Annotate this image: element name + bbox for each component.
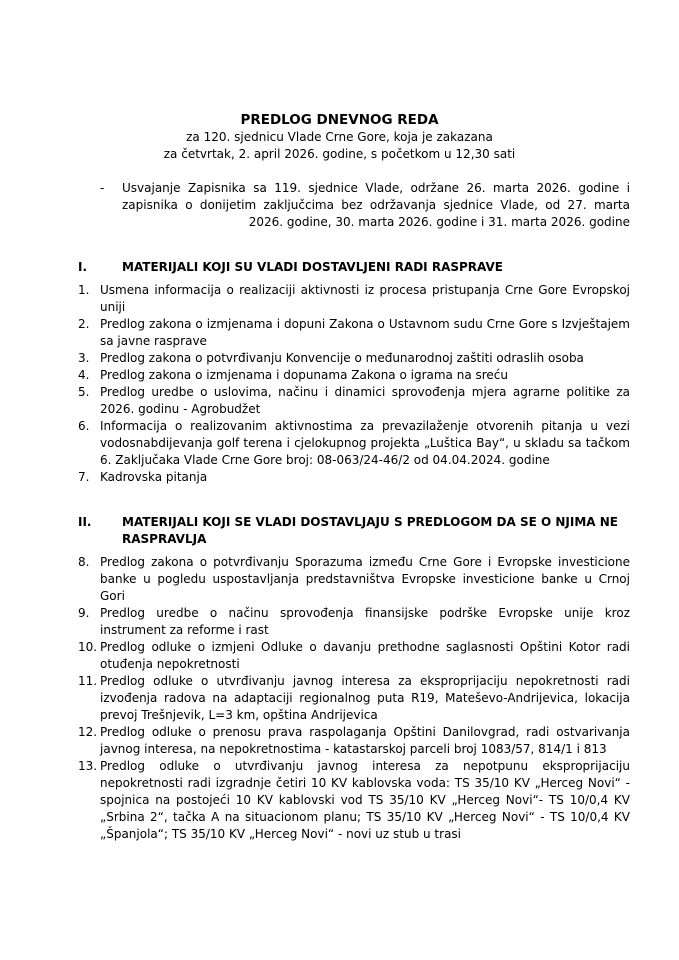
item-number: 5. [78,385,90,399]
agenda-item [78,350,630,367]
agenda-item [78,418,630,469]
item-text: Predlog zakona o izmjenama i dopuni Zakona o Ustavnom sudu Crne Gore s Izvještajem sa javne rasprave [100,317,630,348]
item-number: 3. [78,351,90,365]
item-number: 13. [78,759,98,773]
agenda-item [78,316,630,350]
agenda-item [78,367,630,384]
session-subtitle: za 120. sjednicu Vlade Crne Gore, koja je zakazana [186,130,493,144]
item-text: Predlog odluke o utvrđivanju javnog interesa za eksproprijaciju nepokretnosti radi izvođenja radova na adaptaciji regionalnog puta R19, Mateševo-Andrijevica, lokacija prevoj Trešnjevik, L=3 km, opština Andrijevica [100,674,630,722]
item-number: 8. [78,555,90,569]
item-number: 1. [78,283,90,297]
item-text: Predlog zakona o potvrđivanju Konvencije o međunarodnoj zaštiti odraslih osoba [100,351,584,365]
item-text: Predlog zakona o potvrđivanju Sporazuma između Crne Gore i Evropske investicione banke u pogledu uspostavljanja predstavništva Evropske investicione banke u Crnoj Gori [100,555,630,603]
agenda-item [78,282,630,316]
item-text: Predlog uredbe o načinu sprovođenja finansijske podrške Evropske unije kroz instrument za reforme i rast [100,606,630,637]
section-2 [78,514,630,843]
section-numeral: II. [78,515,92,529]
agenda-item [78,384,630,418]
document-body [78,180,630,843]
section-title: MATERIJALI KOJI SU VLADI DOSTAVLJENI RADI RASPRAVE [122,260,503,274]
document-title: PREDLOG DNEVNOG REDA [240,112,439,128]
item-number: 6. [78,419,90,433]
minutes-adoption-item [100,180,630,231]
section-1 [78,259,630,486]
item-text: Informacija o realizovanim aktivnostima za prevazilaženje otvorenih pitanja u vezi vodosnabdijevanja golf terena i cjelokupnog projekta „Luštica Bay“, u skladu sa tačkom 6. Zaključaka Vlade Crne Gore broj: 08-063/24-46/2 od 04.04.2024. godine [100,419,630,467]
minutes-adoption-text: Usvajanje Zapisnika sa 119. sjednice Vlade, održane 26. marta 2026. godine i zapisnika o donijetim zaključcima bez održavanja sjednice Vlade, od 27. marta 2026. godine, 30. marta 2026. godine i 31. marta 2026. godine [122,181,630,229]
item-text: Predlog uredbe o uslovima, načinu i dinamici sprovođenja mjera agrarne politike za 2026. godinu - Agrobudžet [100,385,630,416]
section-heading [78,259,630,276]
item-number: 10. [78,640,98,654]
item-number: 11. [78,674,98,688]
agenda-item [78,639,630,673]
item-text: Predlog zakona o izmjenama i dopunama Zakona o igrama na sreću [100,368,508,382]
agenda-item [78,758,630,843]
item-text: Kadrovska pitanja [100,470,208,484]
agenda-item [78,469,630,486]
item-text: Predlog odluke o utvrđivanju javnog interesa za nepotpunu eksproprijaciju nepokretnosti radi izgradnje četiri 10 KV kablovska voda: TS 35/10 KV „Herceg Novi“ - spojnica na postojeći 10 KV kablovski vod TS 35/10 KV „Herceg Novi“- TS 10/0,4 KV „Srbina 2“, tačka A na situacionom planu; TS 35/10 KV „Herceg Novi“ - TS 10/0,4 KV „Španjola“; TS 35/10 KV „Herceg Novi“ - novi uz stub u trasi [100,759,630,841]
item-number: 4. [78,368,90,382]
section-numeral: I. [78,260,88,274]
item-text: Predlog odluke o izmjeni Odluke o davanju prethodne saglasnosti Opštini Kotor radi otuđenja nepokretnosti [100,640,630,671]
agenda-item [78,673,630,724]
dash-marker: - [100,181,105,195]
item-number: 7. [78,470,90,484]
item-text: Predlog odluke o prenosu prava raspolaganja Opštini Danilovgrad, radi ostvarivanja javnog interesa, na nepokretnostima - katastarskoj parceli broj 1083/57, 814/1 i 813 [100,725,630,756]
date-subtitle: za četvrtak, 2. april 2026. godine, s početkom u 12,30 sati [163,147,516,161]
section-heading [78,514,630,548]
item-number: 12. [78,725,98,739]
agenda-item [78,554,630,605]
document-header [0,112,679,163]
item-number: 2. [78,317,90,331]
agenda-item [78,724,630,758]
section-title: MATERIJALI KOJI SE VLADI DOSTAVLJAJU S PREDLOGOM DA SE O NJIMA NE RASPRAVLJA [122,515,618,546]
item-text: Usmena informacija o realizaciji aktivnosti iz procesa pristupanja Crne Gore Evropskoj uniji [100,283,630,314]
agenda-item [78,605,630,639]
item-number: 9. [78,606,90,620]
